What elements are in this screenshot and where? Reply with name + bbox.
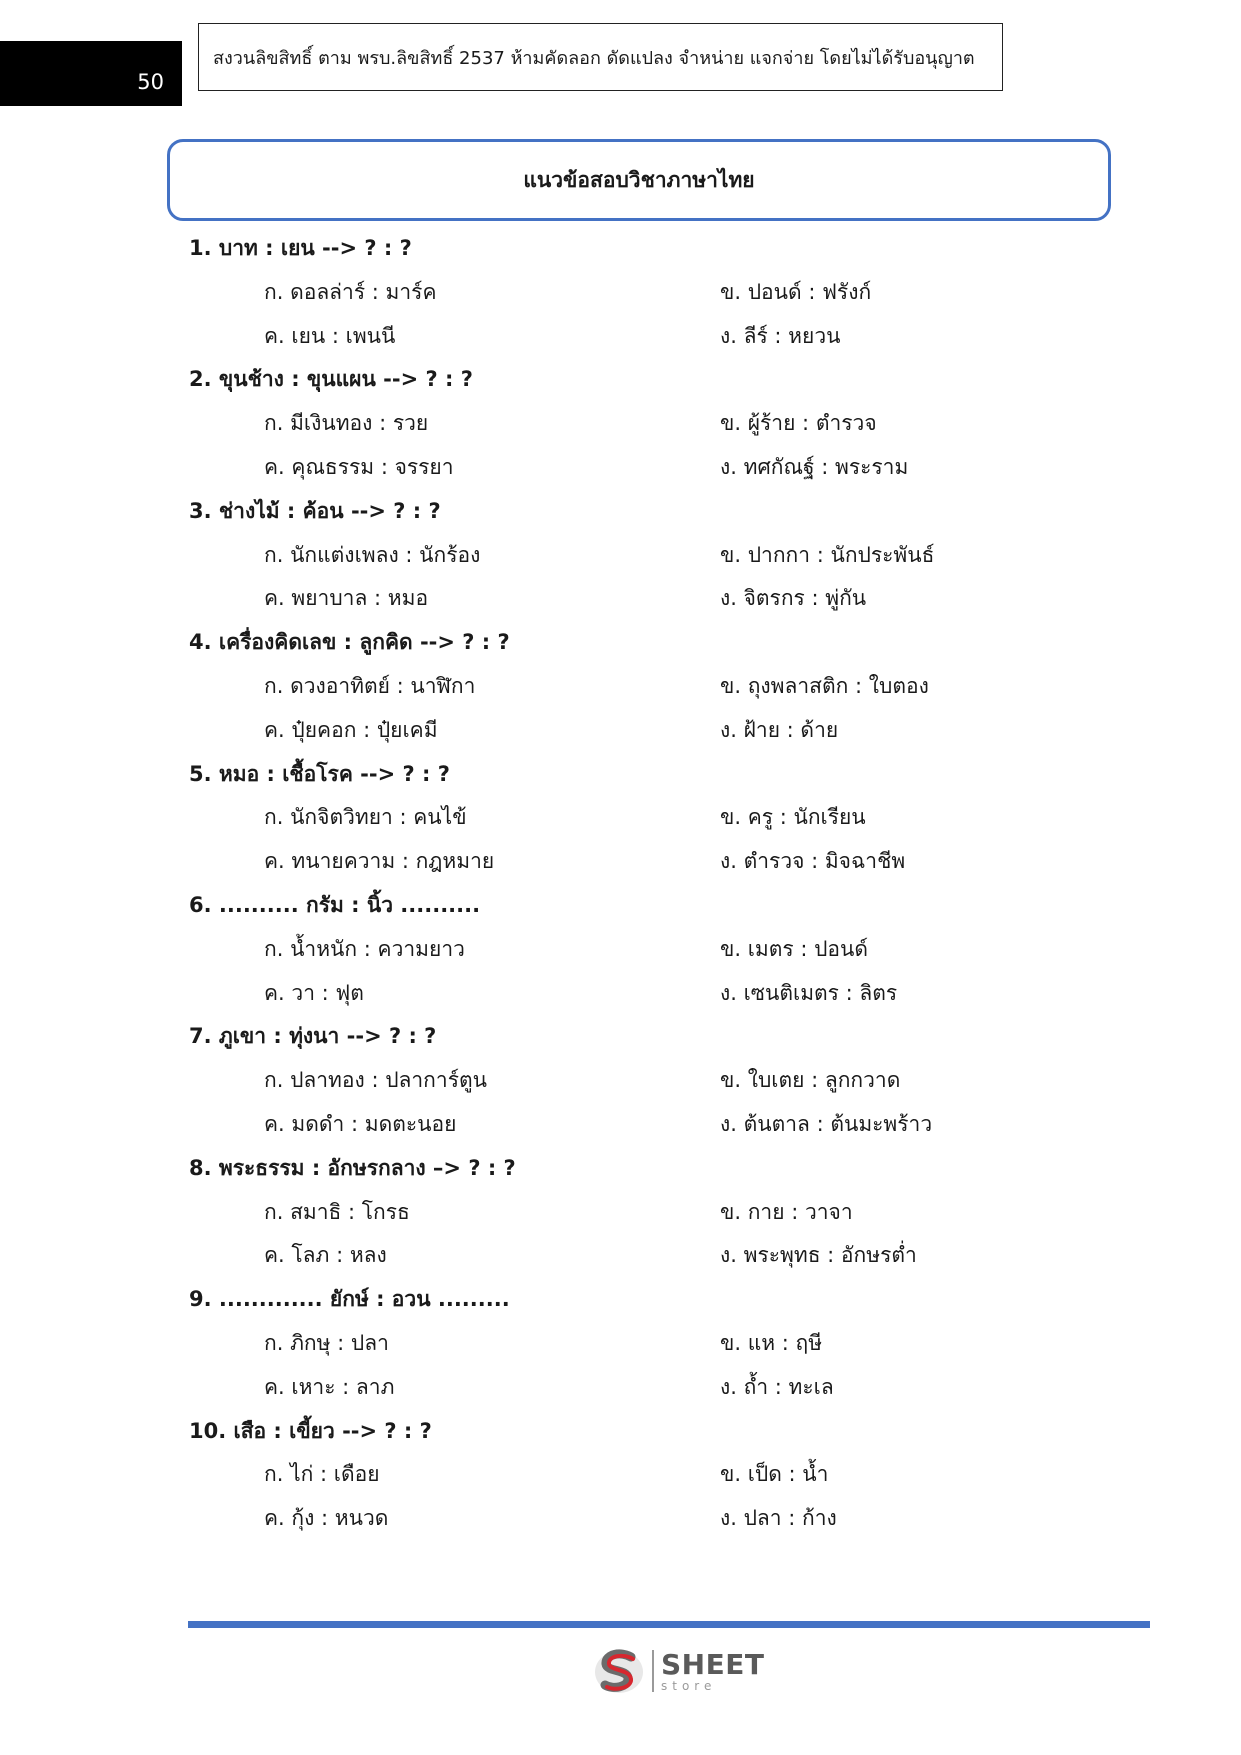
logo-sub-text: store: [661, 1678, 717, 1693]
question-3-option-2: ข. ปากกา : นักประพันธ์: [720, 542, 935, 567]
question-9-option-4: ง. ถ้ำ : ทะเล: [720, 1374, 834, 1399]
logo-s-icon: [593, 1645, 645, 1697]
question-9-option-2: ข. แห : ฤษี: [720, 1331, 823, 1355]
footer-divider: [188, 1621, 1150, 1628]
question-6-option-3: ค. วา : ฟุต: [264, 980, 364, 1005]
question-5-option-1: ก. นักจิตวิทยา : คนไข้: [264, 805, 467, 830]
question-1-option-3: ค. เยน : เพนนี: [264, 323, 396, 348]
question-7-option-2: ข. ใบเตย : ลูกกวาด: [720, 1068, 901, 1093]
question-7-option-4: ง. ต้นตาล : ต้นมะพร้าว: [720, 1112, 933, 1136]
question-5-option-2: ข. ครู : นักเรียน: [720, 805, 866, 830]
question-3: 3. ช่างไม้ : ค้อน --> ? : ?: [189, 498, 441, 523]
question-1: 1. บาท : เยน --> ? : ?: [189, 236, 412, 260]
question-5-option-3: ค. ทนายความ : กฎหมาย: [264, 849, 495, 874]
question-3-option-3: ค. พยาบาล : หมอ: [264, 586, 429, 611]
question-2-option-2: ข. ผู้ร้าย : ตำรวจ: [720, 411, 877, 436]
question-4-option-4: ง. ฝ้าย : ด้าย: [720, 717, 839, 742]
question-2-option-4: ง. ทศกัณฐ์ : พระราม: [720, 455, 909, 479]
question-8-option-3: ค. โลภ : หลง: [264, 1243, 387, 1268]
question-7-option-1: ก. ปลาทอง : ปลาการ์ตูน: [264, 1068, 487, 1093]
section-title: [167, 139, 1111, 221]
sheet-store-logo: [593, 1645, 764, 1697]
question-6-option-2: ข. เมตร : ปอนด์: [720, 936, 869, 961]
question-4-option-3: ค. ปุ๋ยคอก : ปุ๋ยเคมี: [264, 717, 438, 742]
question-3-option-1: ก. นักแต่งเพลง : นักร้อง: [264, 542, 481, 567]
question-1-option-1: ก. ดอลล่าร์ : มาร์ค: [264, 279, 437, 304]
question-4-option-2: ข. ถุงพลาสติก : ใบตอง: [720, 674, 929, 698]
question-8-option-4: ง. พระพุทธ : อักษรต่ำ: [720, 1243, 917, 1268]
page-number: 50: [0, 41, 182, 106]
question-10-option-1: ก. ไก่ : เดือย: [264, 1462, 380, 1487]
question-6: 6. .......... กรัม : นิ้ว ..........: [189, 893, 481, 917]
question-8-option-2: ข. กาย : วาจา: [720, 1199, 853, 1224]
question-3-option-4: ง. จิตรกร : พู่กัน: [720, 586, 867, 611]
logo-main-text: SHEET: [661, 1647, 765, 1681]
question-8-option-1: ก. สมาธิ : โกรธ: [264, 1199, 410, 1224]
question-10-option-2: ข. เป็ด : น้ำ: [720, 1462, 829, 1487]
question-1-option-4: ง. ลีร์ : หยวน: [720, 323, 841, 348]
question-5: 5. หมอ : เชื้อโรค --> ? : ?: [189, 761, 450, 786]
question-9: 9. ............. ยักษ์ : อวน .........: [189, 1287, 510, 1312]
question-7-option-3: ค. มดดำ : มดตะนอย: [264, 1112, 457, 1136]
question-4: 4. เครื่องคิดเลข : ลูกคิด --> ? : ?: [189, 630, 510, 655]
question-10-option-3: ค. กุ้ง : หนวด: [264, 1506, 389, 1531]
question-6-option-1: ก. น้ำหนัก : ความยาว: [264, 936, 465, 961]
question-4-option-1: ก. ดวงอาทิตย์ : นาฬิกา: [264, 674, 476, 698]
question-5-option-4: ง. ตำรวจ : มิจฉาชีพ: [720, 849, 906, 874]
question-9-option-3: ค. เหาะ : ลาภ: [264, 1374, 395, 1399]
question-10-option-4: ง. ปลา : ก้าง: [720, 1506, 837, 1531]
logo-text: [661, 1647, 765, 1693]
question-7: 7. ภูเขา : ทุ่งนา --> ? : ?: [189, 1024, 437, 1049]
section-title-text: แนวข้อสอบวิชาภาษาไทย: [523, 167, 755, 192]
question-6-option-4: ง. เซนติเมตร : ลิตร: [720, 980, 898, 1005]
question-9-option-1: ก. ภิกษุ : ปลา: [264, 1331, 389, 1355]
question-2-option-1: ก. มีเงินทอง : รวย: [264, 411, 429, 436]
copyright-notice: สงวนลิขสิทธิ์ ตาม พรบ.ลิขสิทธิ์ 2537 ห้ามคัดลอก ดัดแปลง จำหน่าย แจกจ่าย โดยไม่ได้รับอนุญาต: [198, 23, 1003, 91]
question-10: 10. เสือ : เขี้ยว --> ? : ?: [189, 1418, 432, 1443]
question-1-option-2: ข. ปอนด์ : ฟรังก์: [720, 279, 872, 304]
logo-divider: [652, 1650, 654, 1692]
question-8: 8. พระธรรม : อักษรกลาง –> ? : ?: [189, 1155, 516, 1180]
question-2-option-3: ค. คุณธรรม : จรรยา: [264, 455, 454, 479]
question-2: 2. ขุนช้าง : ขุนแผน --> ? : ?: [189, 367, 473, 392]
